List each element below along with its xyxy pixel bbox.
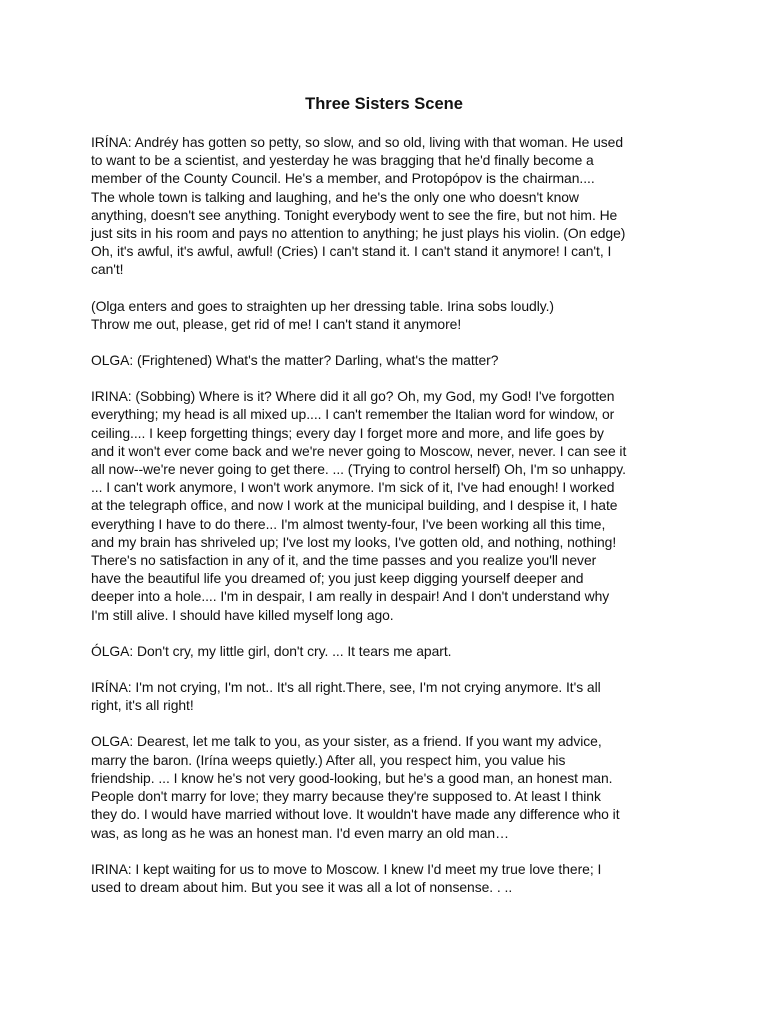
- text-line: IRINA: I kept waiting for us to move to Moscow. I knew I'd meet my true love there; I: [91, 860, 602, 877]
- text-line: and my brain has shriveled up; I've lost my looks, I've gotten old, and nothing, nothing!: [91, 533, 617, 550]
- text-line: (Olga enters and goes to straighten up her dressing table. Irina sobs loudly.): [91, 297, 554, 314]
- text-line: IRÍNA: I'm not crying, I'm not.. It's all right.There, see, I'm not crying anymore. It's all: [91, 679, 601, 696]
- text-line: Throw me out, please, get rid of me! I can't stand it anymore!: [91, 315, 462, 332]
- text-line: have the beautiful life you dreamed of; you just keep digging yourself deeper and: [91, 570, 584, 587]
- paragraph: [91, 387, 691, 624]
- text-line: IRÍNA: Andréy has gotten so petty, so slow, and so old, living with that woman. He used: [91, 134, 624, 150]
- paragraph: [91, 297, 691, 333]
- text-line: deeper into a hole.... I'm in despair, I am really in despair! And I don't understand why: [91, 588, 610, 605]
- text-line: I'm still alive. I should have killed myself long ago.: [91, 606, 394, 623]
- text-line: marry the baron. (Irína weeps quietly.) After all, you respect him, you value his: [91, 751, 566, 768]
- text-line: was, as long as he was an honest man. I'd even marry an old man…: [91, 824, 509, 841]
- text-line: ceiling.... I keep forgetting things; every day I forget more and more, and life goes by: [91, 424, 604, 441]
- text-line: ... I can't work anymore, I won't work anymore. I'm sick of it, I've had enough! I worked: [91, 479, 615, 496]
- paragraph: [91, 351, 691, 369]
- paragraph: [91, 860, 691, 896]
- text-line: everything I have to do there... I'm almost twenty-four, I've been working all this time,: [91, 515, 606, 532]
- text-line: used to dream about him. But you see it was all a lot of nonsense. . ..: [91, 878, 513, 895]
- paragraph: [91, 678, 691, 714]
- text-line: ÓLGA: Don't cry, my little girl, don't cry. ... It tears me apart.: [91, 642, 452, 659]
- text-line: The whole town is talking and laughing, and he's the only one who doesn't know: [91, 188, 579, 205]
- text-line: anything, doesn't see anything. Tonight everybody went to see the fire, but not him. He: [91, 206, 618, 223]
- text-line: everything; my head is all mixed up.... I can't remember the Italian word for window, or: [91, 406, 615, 423]
- text-line: Oh, it's awful, it's awful, awful! (Cries) I can't stand it. I can't stand it anymore! I can't, I: [91, 243, 612, 260]
- text-line: all now--we're never going to get there. ... (Trying to control herself) Oh, I'm so unhappy.: [91, 461, 626, 478]
- text-line: to want to be a scientist, and yesterday he was bragging that he'd finally become a: [91, 152, 594, 169]
- text-line: OLGA: (Frightened) What's the matter? Darling, what's the matter?: [91, 352, 499, 369]
- text-line: OLGA: Dearest, let me talk to you, as your sister, as a friend. If you want my advice,: [91, 733, 602, 750]
- text-line: right, it's all right!: [91, 697, 194, 714]
- text-line: they do. I would have married without love. It wouldn't have made any difference who it: [91, 806, 620, 823]
- text-line: friendship. ... I know he's not very good-looking, but he's a good man, an honest man.: [91, 769, 613, 786]
- text-line: People don't marry for love; they marry because they're supposed to. At least I think: [91, 788, 601, 805]
- text-line: There's no satisfaction in any of it, and the time passes and you realize you'll never: [91, 552, 597, 569]
- paragraph: [91, 732, 691, 841]
- document-title: Three Sisters Scene: [305, 95, 463, 113]
- text-line: and it won't ever come back and we're never going to Moscow, never, never. I can see it: [91, 442, 627, 459]
- text-line: IRINA: (Sobbing) Where is it? Where did it all go? Oh, my God, my God! I've forgotten: [91, 388, 615, 405]
- text-line: just sits in his room and pays no attention to anything; he just plays his violin. (On edge): [91, 225, 626, 242]
- text-line: member of the County Council. He's a member, and Protopópov is the chairman....: [91, 170, 595, 187]
- paragraph: [91, 642, 691, 660]
- paragraph: [91, 133, 691, 279]
- document-body: [91, 133, 691, 914]
- text-line: at the telegraph office, and now I work at the municipal building, and I despise it, I hate: [91, 497, 618, 514]
- text-line: can't!: [91, 261, 124, 278]
